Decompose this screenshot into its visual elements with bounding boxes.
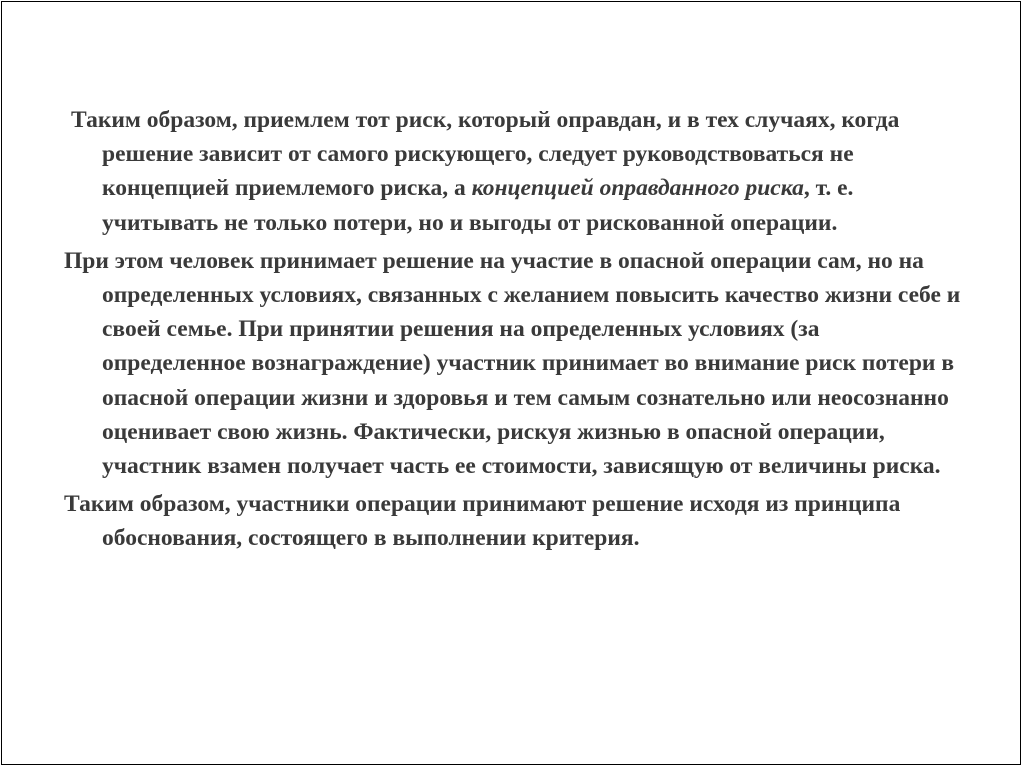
paragraph-1-text-start: Таким образом, приемлем тот риск, который оправдан, и в тех случаях, когда решение зависит от самого рискующего, следует руководствоваться не концепцией приемлемого риска, а xyxy=(71,107,900,202)
paragraph-1-italic-term: концепцией оправданного риска xyxy=(471,175,804,202)
paragraph-1-text-end: , т. е. учитывать не только потери, но и выгоды от рискованной операции. xyxy=(102,175,854,236)
paragraph-1 xyxy=(64,103,964,240)
slide xyxy=(1,1,1021,765)
paragraph-2: При этом человек принимает решение на участие в опасной операции сам, но на определенных условиях, связанных с желанием повысить качество жизни себе и своей семье. При принятии решения на определенных условиях (за определенное вознаграждение) участник принимает во внимание риск потери в опасной операции жизни и здоровья и тем самым сознательно или неосознанно оценивает свою жизнь. Фактически, рискуя жизнью в опасной операции, участник взамен получает часть ее стоимости, зависящую от величины риска. xyxy=(64,247,961,480)
slide-body xyxy=(64,103,964,556)
paragraph-3: Таким образом, участники операции принимают решение исходя из принципа обоснования, состоящего в выполнении критерия. xyxy=(64,491,901,552)
